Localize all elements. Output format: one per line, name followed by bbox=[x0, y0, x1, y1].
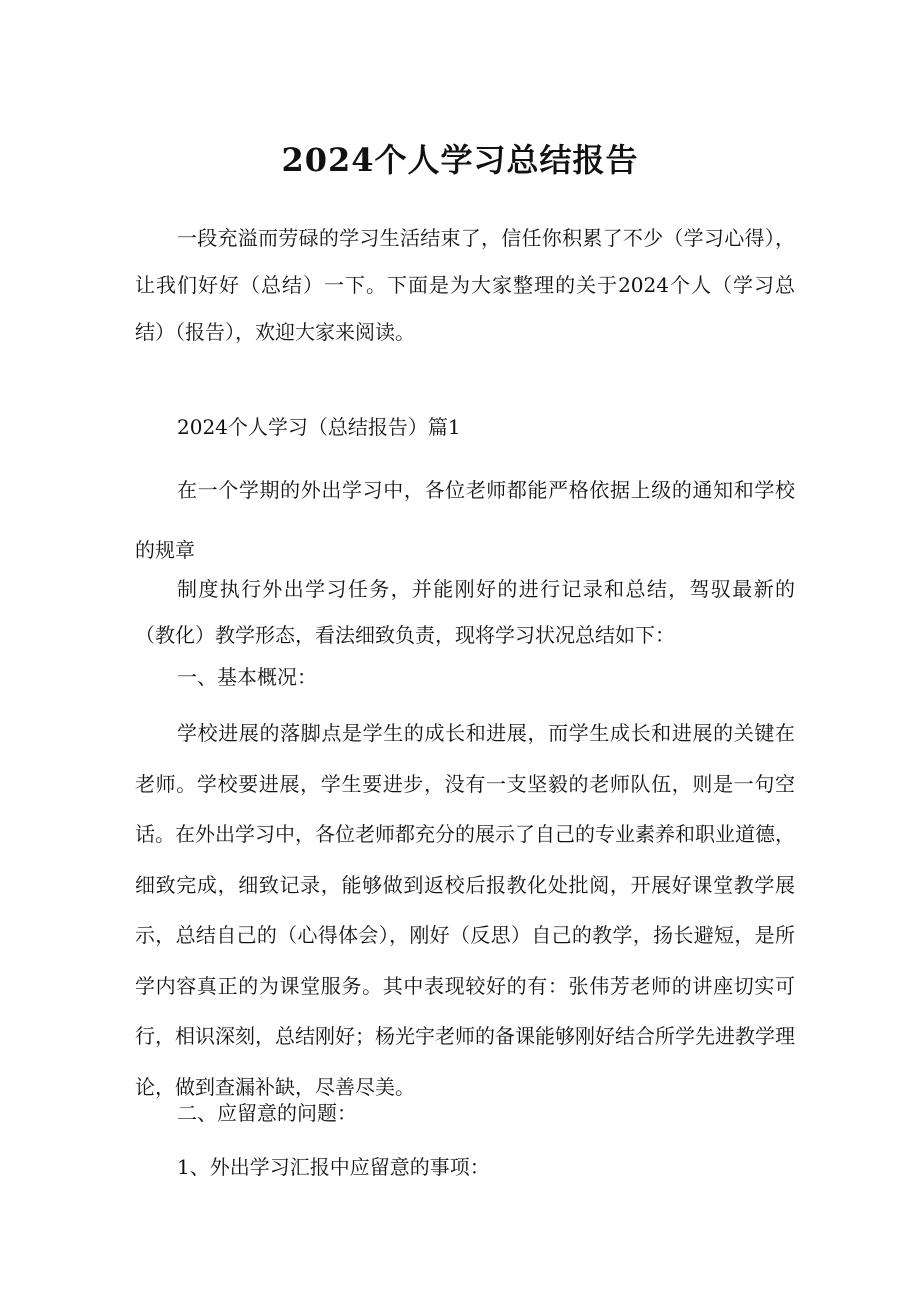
subsection-heading-1: 1、外出学习汇报中应留意的事项： bbox=[177, 1155, 490, 1179]
section-heading-issues: 二、应留意的问题： bbox=[177, 1101, 357, 1125]
body-paragraph-1: 在一个学期的外出学习中，各位老师都能严格依据上级的通知和学校的规章 bbox=[135, 478, 795, 562]
body-paragraph-2: 制度执行外出学习任务，并能刚好的进行记录和总结，驾驭最新的（教化）教学形态，看法细致负责，现将学习状况总结如下： bbox=[135, 577, 795, 647]
intro-paragraph: 一段充溢而劳碌的学习生活结束了，信任你积累了不少（学习心得），让我们好好（总结）一下。下面是为大家整理的关于2024个人（学习总结）（报告），欢迎大家来阅读。 bbox=[135, 226, 795, 344]
body-paragraph-3: 学校进展的落脚点是学生的成长和进展，而学生成长和进展的关键在老师。学校要进展，学生要进步，没有一支坚毅的老师队伍，则是一句空话。在外出学习中，各位老师都充分的展示了自己的专业素养和职业道德，细致完成，细致记录，能够做到返校后报教化处批阅，开展好课堂教学展示，总结自己的（心得体会），刚好（反思）自己的教学，扬长避短，是所学内容真正的为课堂服务。其中表现较好的有：张伟芳老师的讲座切实可行，相识深刻，总结刚好；杨光宇老师的备课能够刚好结合所学先进教学理论，做到查漏补缺，尽善尽美。 bbox=[135, 721, 795, 1099]
section-heading-basic-overview: 一、基本概况： bbox=[177, 665, 317, 689]
section-title: 2024个人学习（总结报告）篇1 bbox=[177, 415, 461, 439]
document-title: 2024个人学习总结报告 bbox=[281, 141, 639, 179]
